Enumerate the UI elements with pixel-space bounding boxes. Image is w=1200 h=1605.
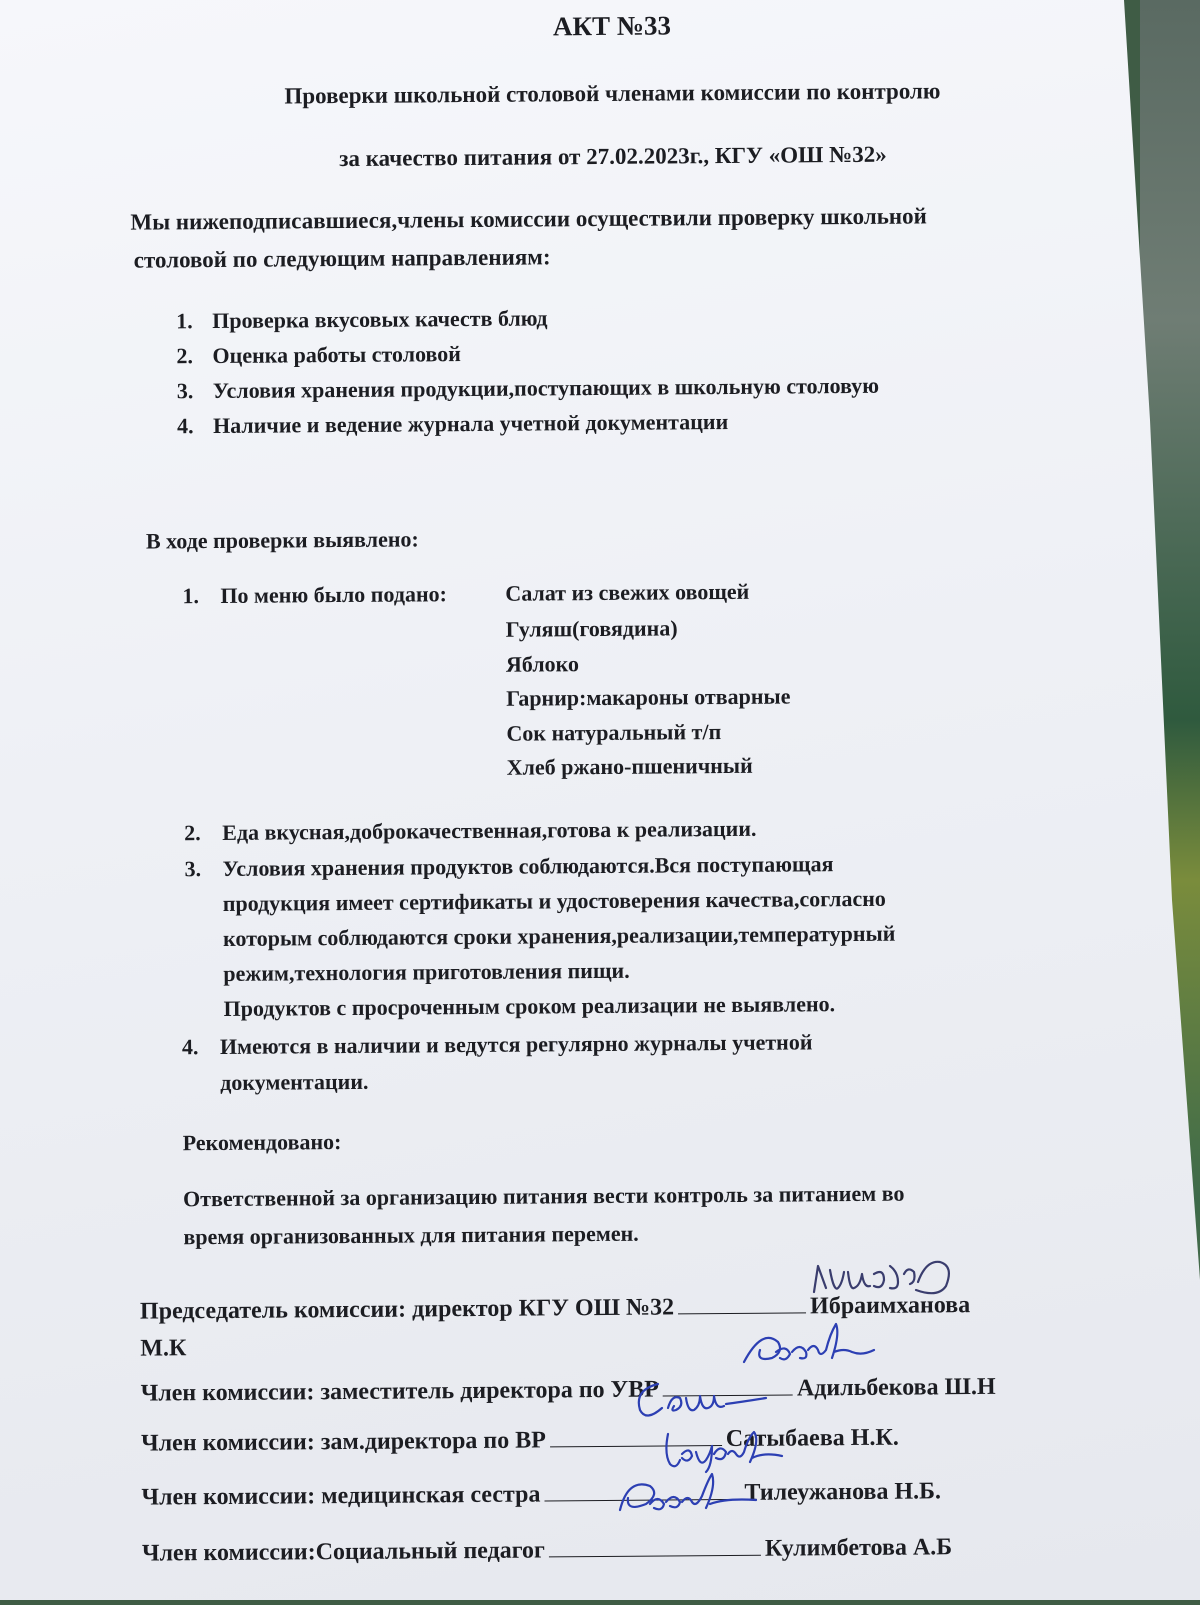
signature-line [678,1290,806,1314]
intro-line1: Мы нижеподписавшиеся,члены комиссии осуществили проверку школьной [130,203,927,235]
finding-2-num: 2. [184,820,201,846]
direction-item: 1. Проверка вкусовых качеств блюд [176,305,548,334]
finding-2-text: Еда вкусная,доброкачественная,готова к реализации. [222,815,757,845]
finding-3-num: 3. [184,856,202,882]
signature-member-3: Член комиссии: медицинская сестра Тилеужанова Н.Б. [141,1478,942,1511]
intro-line2: столовой по следующим направлениям: [133,244,551,273]
finding-3-line: продукция имеет сертификаты и удостоверения качества,согласно [222,885,886,916]
member-4-signature [610,1470,770,1536]
menu-item: Хлеб ржано-пшеничный [506,752,753,780]
signature-member-4: Член комиссии:Социальный педагог Кулимбетова А.Б [141,1534,953,1567]
directions-list [176,298,880,443]
finding-3-line: Условия хранения продуктов соблюдаются.Вся поступающая [222,851,834,881]
menu-list [506,611,792,786]
signature-member-2: Член комиссии: зам.директора по ВР Сатыбаева Н.К. [140,1424,899,1457]
finding-1-label: По меню было подано: [220,581,448,608]
finding-3-line: Продуктов с просроченным сроком реализации не выявлено. [223,991,836,1021]
finding-4-line: документации. [220,1068,369,1095]
chair-signature [808,1252,958,1314]
recommendation-line1: Ответственной за организацию питания вести контроль за питанием во [183,1180,905,1212]
finding-1-num: 1. [182,583,199,609]
signature-member-1: Член комиссии: заместитель директора по УВР Адильбекова Ш.Н [140,1373,996,1407]
recommendation-heading: Рекомендовано: [182,1129,342,1156]
findings-heading: В ходе проверки выявлено: [145,526,419,554]
direction-item: 3. Условия хранения продукции,поступающих в школьную столовую [176,372,880,404]
signature-line [549,1533,761,1558]
signature-chair-name-cont: М.К [140,1335,187,1362]
signature-chair: Председатель комиссии: директор КГУ ОШ №32 Ибраимханова [139,1292,971,1325]
menu-item: Гуляш(говядина) [505,615,678,642]
direction-item: 4. Наличие и ведение журнала учетной документации [176,408,729,439]
menu-item: Гарнир:макароны отварные [506,683,791,711]
menu-item: Салат из свежих овощей [505,578,750,606]
menu-item: Яблоко [505,650,580,677]
direction-item: 2. Оценка работы столовой [176,341,461,369]
finding-3-line: режим,технология приготовления пищи. [223,957,630,986]
finding-3-line: которым соблюдаются сроки хранения,реализации,температурный [222,920,896,951]
document-subtitle-line2: за качество питания от 27.02.2023г., КГУ «ОШ №32» [339,141,887,172]
menu-item: Сок натуральный т/п [506,718,722,746]
document-subtitle-line1: Проверки школьной столовой членами комиссии по контролю [284,78,941,109]
finding-4-num: 4. [181,1034,199,1060]
recommendation-line2: время организованных для питания перемен. [183,1220,639,1250]
document-title: АКТ №33 [552,10,672,42]
finding-4-line: Имеются в наличии и ведутся регулярно журналы учетной [219,1029,813,1059]
